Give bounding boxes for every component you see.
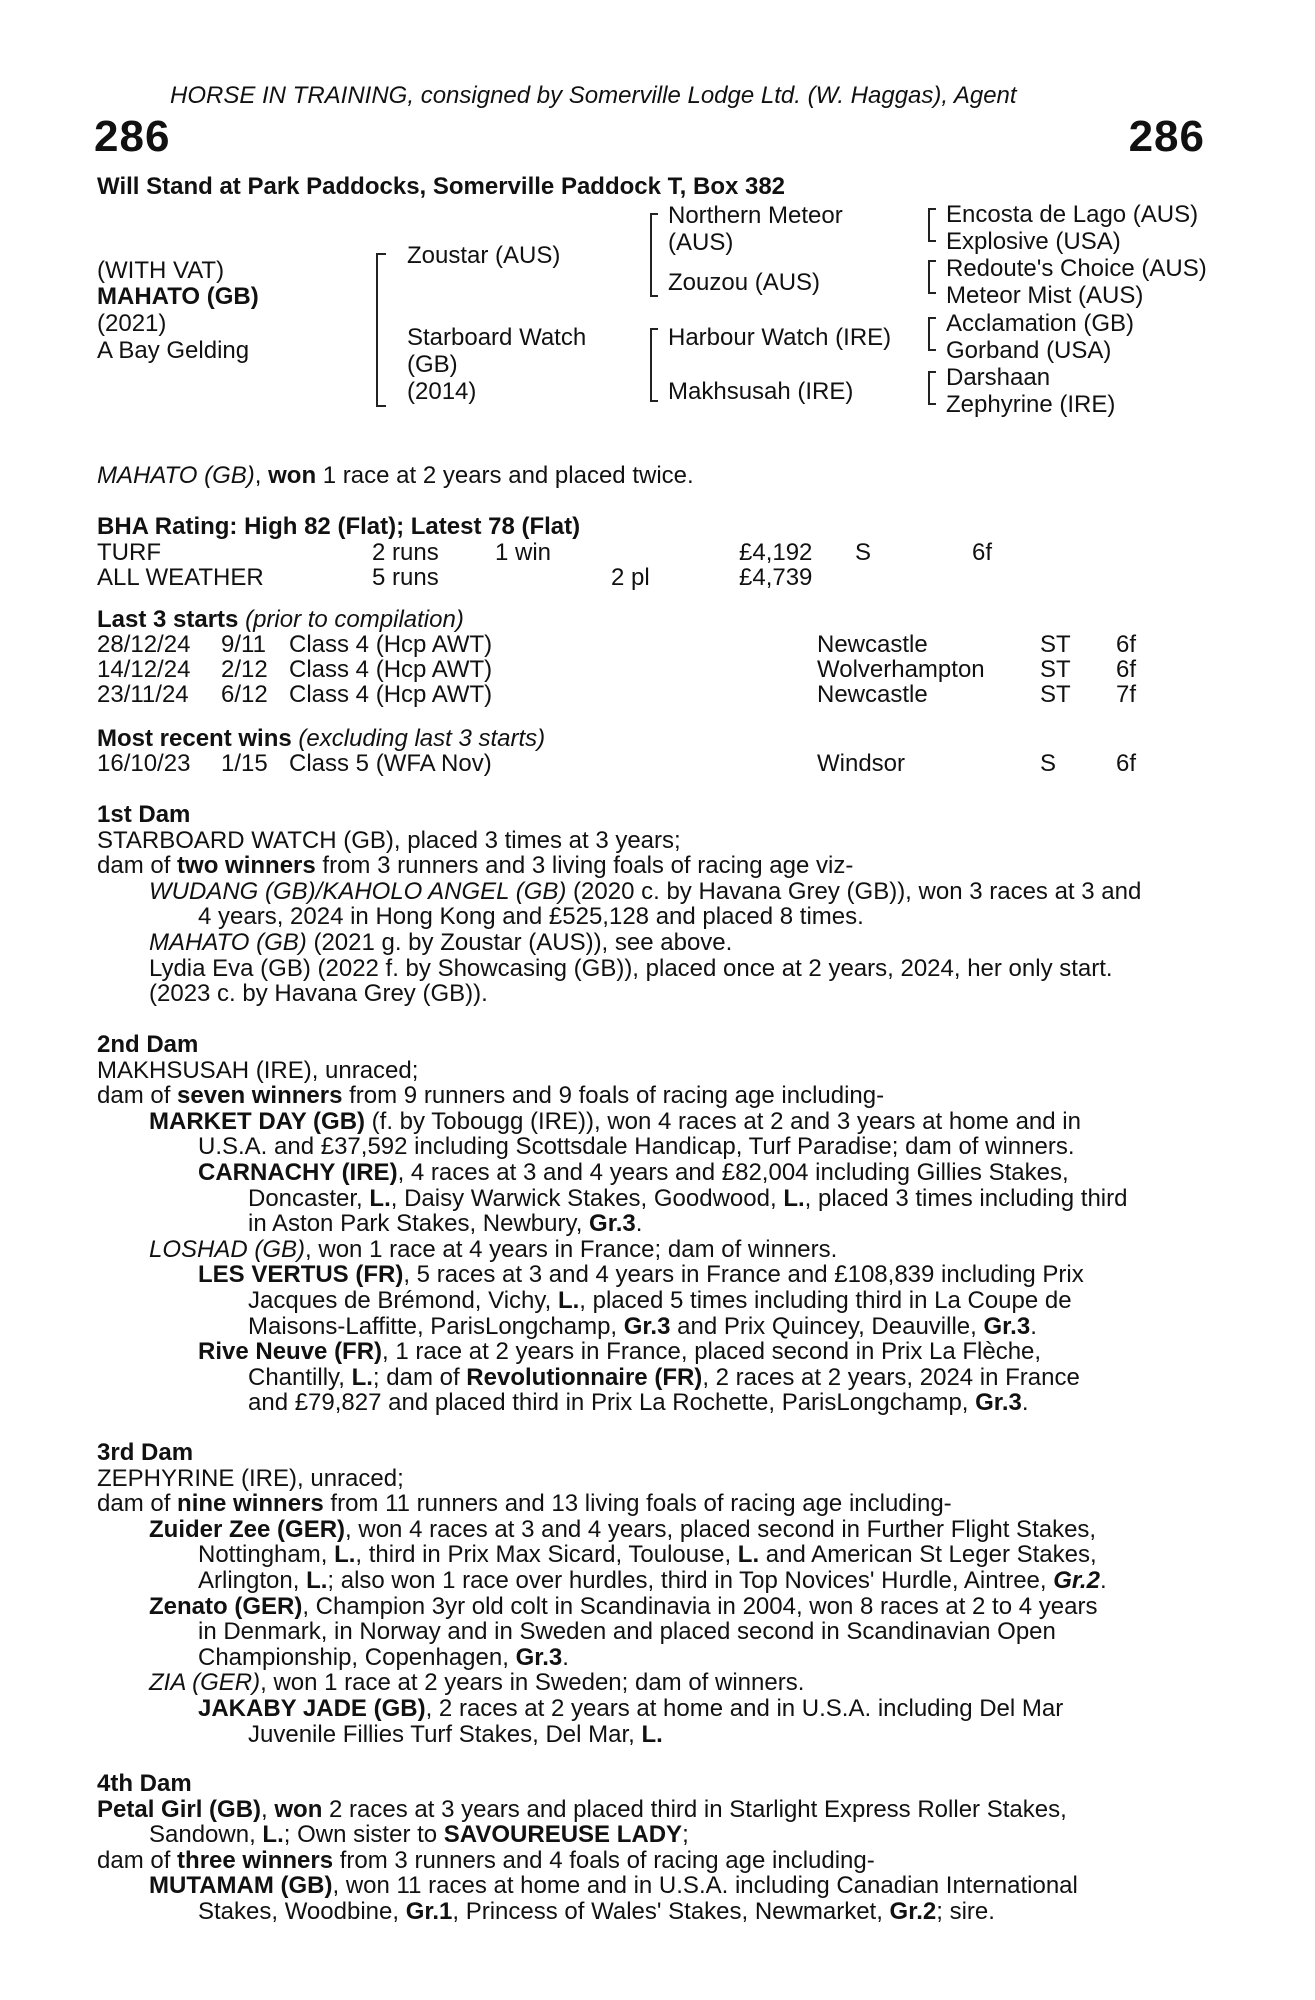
win-going: S (1040, 750, 1057, 777)
third-dam-foal-line: JAKABY JADE (GB), 2 races at 2 years at home and in U.S.A. including Del Mar (198, 1694, 1064, 1722)
fourth-dam-title: 4th Dam (97, 1770, 192, 1797)
start-race: Class 4 (Hcp AWT) (289, 656, 493, 683)
second-dam-foal-line: Chantilly, L.; dam of Revolutionnaire (FR), 2 races at 2 years, 2024 in France (248, 1363, 1080, 1391)
start-position: 6/12 (221, 681, 268, 708)
first-dam-produce-line: dam of two winners from 3 runners and 3 living foals of racing age viz- (97, 852, 854, 880)
start-distance: 7f (1116, 681, 1137, 708)
win-race: Class 5 (WFA Nov) (289, 750, 492, 777)
start-distance: 6f (1116, 656, 1137, 683)
pedigree-brace-sire (650, 213, 658, 297)
pedigree-dss: Acclamation (GB) (946, 310, 1135, 337)
second-dam-foal-line: MARKET DAY (GB) (f. by Tobougg (IRE)), won 4 races at 2 and 3 years at home and in (149, 1107, 1081, 1135)
stand-location: Will Stand at Park Paddocks, Somerville Paddock T, Box 382 (97, 173, 786, 200)
consignment-line: HORSE IN TRAINING, consigned by Somerville Lodge Ltd. (W. Haggas), Agent (170, 82, 1017, 109)
horse-year: (2021) (97, 310, 167, 337)
last3-note: (prior to compilation) (245, 606, 464, 633)
start-position: 2/12 (221, 656, 268, 683)
second-dam-foal-line: in Aston Park Stakes, Newbury, Gr.3. (248, 1210, 643, 1238)
start-going: ST (1040, 631, 1071, 658)
third-dam-foal-line: Arlington, L.; also won 1 race over hurdles, third in Top Novices' Hurdle, Aintree, Gr.2. (198, 1566, 1107, 1594)
second-dam-foal-line: LOSHAD (GB), won 1 race at 4 years in France; dam of winners. (149, 1235, 838, 1263)
start-going: ST (1040, 656, 1071, 683)
second-dam-foal-line: LES VERTUS (FR), 5 races at 3 and 4 years in France and £108,839 including Prix (198, 1261, 1084, 1289)
recent-wins-note: (excluding last 3 starts) (298, 725, 546, 752)
recent-wins-heading (97, 726, 545, 752)
fourth-dam-foal-line: MUTAMAM (GB), won 11 races at home and in U.S.A. including Canadian International (149, 1872, 1078, 1900)
last3-title: Last 3 starts (97, 606, 239, 633)
rating-aw-earnings: £4,739 (739, 564, 813, 591)
summary-name: MAHATO (GB) (97, 462, 255, 489)
pedigree-sire-sire-2: (AUS) (668, 229, 734, 256)
first-dam-foal-line: Lydia Eva (GB) (2022 f. by Showcasing (GB)), placed once at 2 years, 2024, her only start. (149, 954, 1113, 982)
pedigree-sire-sire-1: Northern Meteor (668, 202, 843, 229)
pedigree-sdd: Meteor Mist (AUS) (946, 282, 1144, 309)
pedigree-sire: Zoustar (AUS) (407, 242, 561, 269)
fourth-dam-section (97, 1771, 1205, 1925)
pedigree-dam-line3: (2014) (407, 378, 477, 405)
pedigree-dam-dam: Makhsusah (IRE) (668, 378, 854, 405)
bha-rating: BHA Rating: High 82 (Flat); Latest 78 (Flat) (97, 513, 581, 540)
pedigree-dam-sire: Harbour Watch (IRE) (668, 324, 892, 351)
fourth-dam-produce-line: dam of three winners from 3 runners and 4 foals of racing age including- (97, 1846, 875, 1874)
summary-won: won (268, 462, 317, 489)
first-dam-line: STARBOARD WATCH (GB), placed 3 times at 3 years; (97, 826, 681, 854)
rating-turf-dist: 6f (972, 539, 993, 566)
win-distance: 6f (1116, 750, 1137, 777)
third-dam-foal-line: Zenato (GER), Champion 3yr old colt in Scandinavia in 2004, won 8 races at 2 to 4 years (149, 1592, 1098, 1620)
fourth-dam-line: Petal Girl (GB), won 2 races at 3 years and placed third in Starlight Express Roller Stakes, (97, 1795, 1067, 1823)
pedigree-dam-line1: Starboard Watch (407, 324, 587, 351)
start-date: 28/12/24 (97, 631, 191, 658)
pedigree-dds: Darshaan (946, 364, 1051, 391)
start-date: 14/12/24 (97, 656, 191, 683)
second-dam-line: MAKHSUSAH (IRE), unraced; (97, 1056, 419, 1084)
rating-aw-surface: ALL WEATHER (97, 564, 264, 591)
start-race: Class 4 (Hcp AWT) (289, 681, 493, 708)
third-dam-produce-line: dam of nine winners from 11 runners and 13 living foals of racing age including- (97, 1490, 952, 1518)
win-course: Windsor (817, 750, 906, 777)
win-date: 16/10/23 (97, 750, 191, 777)
pedigree-sds: Redoute's Choice (AUS) (946, 255, 1207, 282)
pedigree-ddd: Zephyrine (IRE) (946, 391, 1116, 418)
rating-turf-surface: TURF (97, 539, 161, 566)
third-dam-foal-line: Zuider Zee (GER), won 4 races at 3 and 4 years, placed second in Further Flight Stakes, (149, 1515, 1097, 1543)
start-course: Newcastle (817, 631, 928, 658)
start-distance: 6f (1116, 631, 1137, 658)
rating-aw-placed: 2 pl (611, 564, 650, 591)
second-dam-foal-line: Doncaster, L., Daisy Warwick Stakes, Goodwood, L., placed 3 times including third (248, 1184, 1128, 1212)
third-dam-section (97, 1440, 1205, 1747)
start-date: 23/11/24 (97, 681, 189, 708)
last3-heading (97, 607, 464, 633)
first-dam-foal-line: WUDANG (GB)/KAHOLO ANGEL (GB) (2020 c. by Havana Grey (GB)), won 3 races at 3 and (149, 877, 1142, 905)
first-dam-title: 1st Dam (97, 801, 191, 828)
second-dam-produce-line: dam of seven winners from 9 runners and 9 foals of racing age including- (97, 1082, 885, 1110)
start-going: ST (1040, 681, 1071, 708)
fourth-dam-line: Sandown, L.; Own sister to SAVOUREUSE LADY; (149, 1821, 689, 1849)
third-dam-title: 3rd Dam (97, 1439, 194, 1466)
pedigree-brace-g2 (928, 260, 936, 294)
first-dam-foal-line: 4 years, 2024 in Hong Kong and £525,128 and placed 8 times. (198, 903, 864, 931)
start-position: 9/11 (221, 631, 266, 658)
pedigree-brace-g3 (928, 317, 936, 351)
first-dam-section (97, 802, 1205, 1007)
pedigree-sire-dam: Zouzou (AUS) (668, 269, 821, 296)
rating-aw-runs: 5 runs (372, 564, 439, 591)
pedigree-brace-g4 (928, 371, 936, 405)
third-dam-foal-line: Championship, Copenhagen, Gr.3. (198, 1643, 569, 1671)
third-dam-foal-line: Juvenile Fillies Turf Stakes, Del Mar, L. (248, 1720, 663, 1748)
rating-turf-earnings: £4,192 (739, 539, 813, 566)
second-dam-foal-line: Rive Neuve (FR), 1 race at 2 years in France, placed second in Prix La Flèche, (198, 1338, 1042, 1366)
third-dam-line: ZEPHYRINE (IRE), unraced; (97, 1464, 404, 1492)
pedigree-dam-line2: (GB) (407, 351, 458, 378)
first-dam-foal-line: (2023 c. by Havana Grey (GB)). (149, 980, 488, 1008)
second-dam-foal-line: CARNACHY (IRE), 4 races at 3 and 4 years and £82,004 including Gillies Stakes, (198, 1158, 1069, 1186)
vat-note: (WITH VAT) (97, 257, 225, 284)
rating-turf-runs: 2 runs (372, 539, 439, 566)
horse-name: MAHATO (GB) (97, 283, 259, 310)
second-dam-foal-line: U.S.A. and £37,592 including Scottsdale Handicap, Turf Paradise; dam of winners. (198, 1133, 1075, 1161)
rating-turf-going: S (855, 539, 872, 566)
pedigree-sss: Encosta de Lago (AUS) (946, 201, 1199, 228)
third-dam-foal-line: in Denmark, in Norway and in Sweden and placed second in Scandinavian Open (198, 1618, 1056, 1646)
start-race: Class 4 (Hcp AWT) (289, 631, 493, 658)
third-dam-foal-line: Nottingham, L., third in Prix Max Sicard, Toulouse, L. and American St Leger Stakes, (198, 1541, 1097, 1569)
pedigree-brace-g1 (928, 208, 936, 242)
pedigree-brace-dam (650, 328, 658, 402)
summary-rest: 1 race at 2 years and placed twice. (316, 462, 694, 489)
pedigree-dsd: Gorband (USA) (946, 337, 1112, 364)
start-course: Newcastle (817, 681, 928, 708)
fourth-dam-foal-line: Stakes, Woodbine, Gr.1, Princess of Wales' Stakes, Newmarket, Gr.2; sire. (198, 1897, 995, 1925)
horse-description: A Bay Gelding (97, 337, 250, 364)
second-dam-foal-line: and £79,827 and placed third in Prix La Rochette, ParisLongchamp, Gr.3. (248, 1389, 1029, 1417)
race-summary: MAHATO (GB), won 1 race at 2 years and placed twice. (97, 462, 694, 489)
pedigree-ssd: Explosive (USA) (946, 228, 1121, 255)
lot-number-left: 286 (94, 112, 171, 161)
recent-wins-title: Most recent wins (97, 725, 292, 752)
third-dam-foal-line: ZIA (GER), won 1 race at 2 years in Sweden; dam of winners. (149, 1669, 805, 1697)
pedigree-brace-main (376, 253, 386, 407)
second-dam-title: 2nd Dam (97, 1031, 199, 1058)
second-dam-foal-line: Jacques de Brémond, Vichy, L., placed 5 times including third in La Coupe de (248, 1286, 1072, 1314)
second-dam-foal-line: Maisons-Laffitte, ParisLongchamp, Gr.3 and Prix Quincey, Deauville, Gr.3. (248, 1312, 1037, 1340)
rating-turf-wins: 1 win (495, 539, 552, 566)
lot-number-right: 286 (1128, 112, 1205, 161)
start-course: Wolverhampton (817, 656, 985, 683)
second-dam-section (97, 1032, 1205, 1416)
first-dam-foal-line: MAHATO (GB) (2021 g. by Zoustar (AUS)), see above. (149, 928, 733, 956)
win-position: 1/15 (221, 750, 268, 777)
